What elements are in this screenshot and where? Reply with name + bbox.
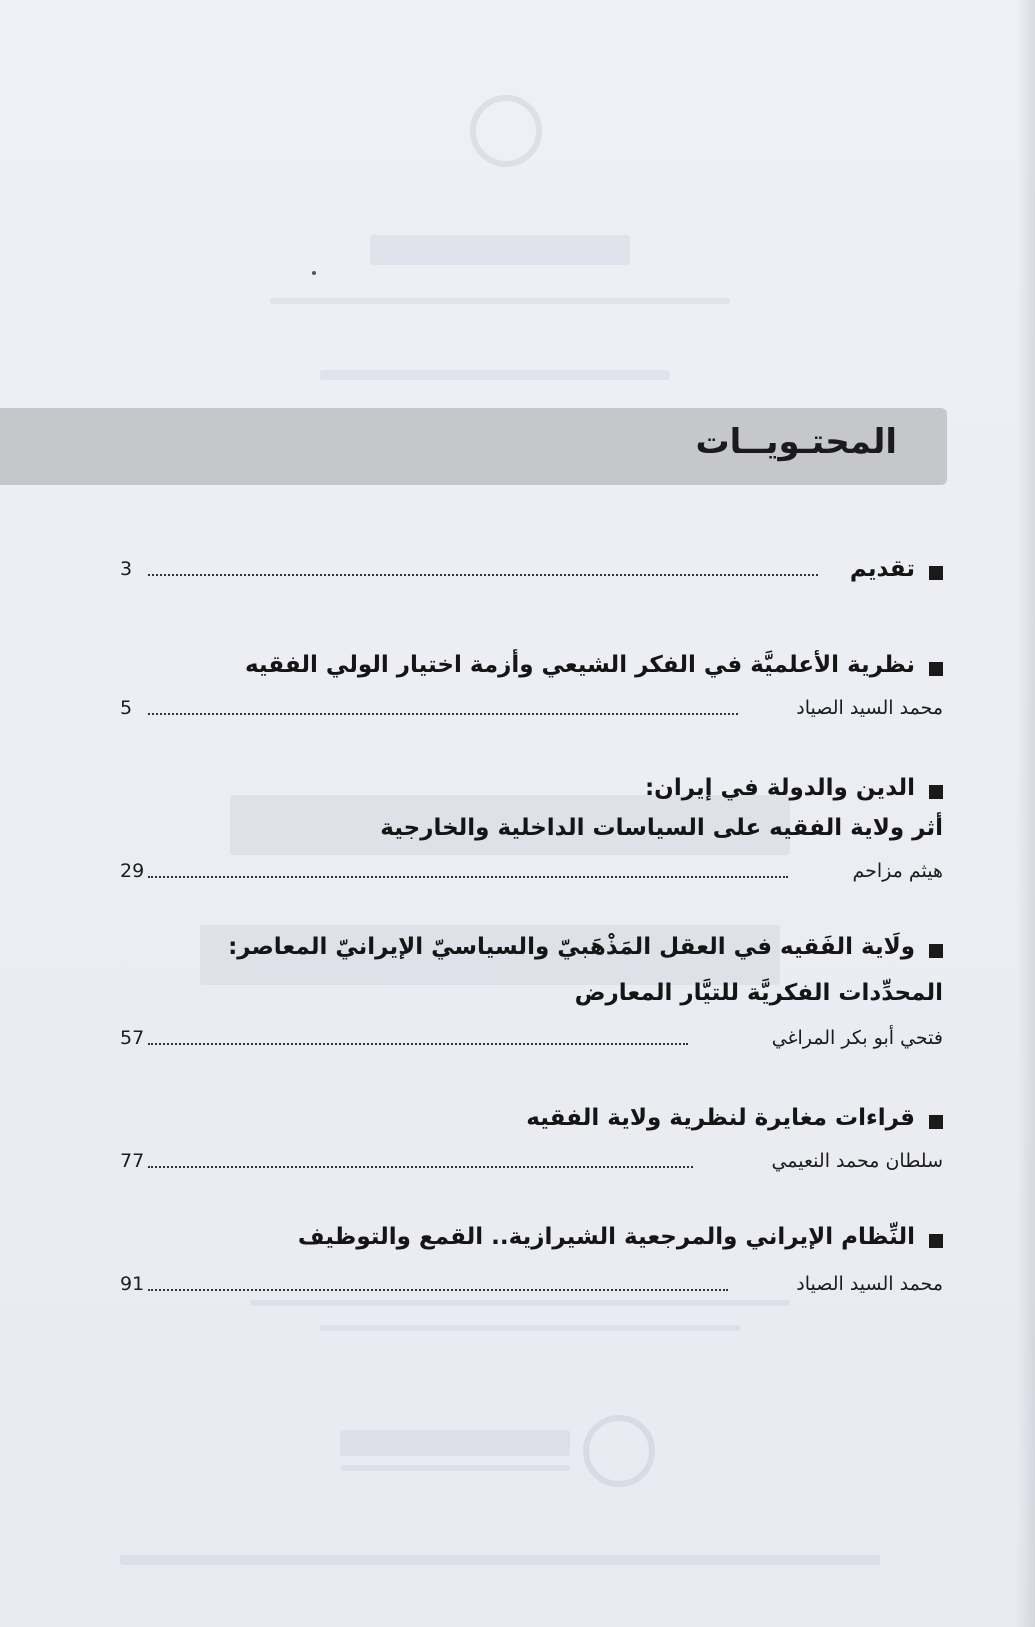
toc-entry-author-line	[120, 1273, 943, 1303]
toc-page-number: 3	[120, 558, 133, 580]
toc-entry-title: الدين والدولة في إيران:	[644, 775, 915, 801]
dot-leader	[148, 574, 818, 576]
dot-leader	[148, 713, 738, 715]
bullet-square-icon	[929, 1115, 943, 1129]
toc-entry-title: نظرية الأعلميَّة في الفكر الشيعي وأزمة اختيار الولي الفقيه	[244, 652, 915, 678]
bullet-square-icon	[929, 1234, 943, 1248]
toc-entry-title: قراءات مغايرة لنظرية ولاية الفقيه	[526, 1105, 915, 1131]
toc-page-number: 77	[120, 1150, 145, 1172]
toc-entry-title: تقديم	[849, 556, 915, 582]
toc-entry-title: ولَاية الفَقيه في العقل المَذْهَبيّ والسياسيّ الإيرانيّ المعاصر:	[228, 934, 915, 960]
bullet-square-icon	[929, 944, 943, 958]
toc-page-number: 5	[120, 697, 133, 719]
toc-entry-leader	[120, 558, 943, 588]
toc-entry-author-line	[120, 1150, 943, 1180]
toc-entry-author: سلطان محمد النعيمي	[771, 1150, 943, 1172]
dot-leader	[148, 1043, 688, 1045]
toc-page-number: 57	[120, 1027, 145, 1049]
bullet-square-icon	[929, 662, 943, 676]
toc-entry-author-line	[120, 1027, 943, 1057]
toc-entry-author: محمد السيد الصياد	[796, 1273, 943, 1295]
toc-page-number: 91	[120, 1273, 145, 1295]
toc-entry-author-line	[120, 860, 943, 890]
toc-entry-author-line	[120, 697, 943, 727]
dot-leader	[148, 1166, 693, 1168]
page-edge-shadow	[1017, 0, 1035, 1627]
toc-entry-title: النِّظام الإيراني والمرجعية الشيرازية.. القمع والتوظيف	[297, 1224, 915, 1250]
toc-entry-title-line2: المحدِّدات الفكريَّة للتيَّار المعارض	[574, 980, 943, 1006]
toc-entry-author: محمد السيد الصياد	[796, 697, 943, 719]
toc-entry-author: فتحي أبو بكر المراغي	[771, 1027, 943, 1049]
toc-page-number: 29	[120, 860, 145, 882]
dot-leader	[148, 1289, 728, 1291]
dot-leader	[148, 876, 788, 878]
toc-entry-author: هيثم مزاحم	[852, 860, 943, 882]
contents-title: المحتـويــات	[695, 422, 897, 462]
bullet-square-icon	[929, 785, 943, 799]
toc-entry-title-line2: أثر ولاية الفقيه على السياسات الداخلية والخارجية	[380, 815, 943, 841]
